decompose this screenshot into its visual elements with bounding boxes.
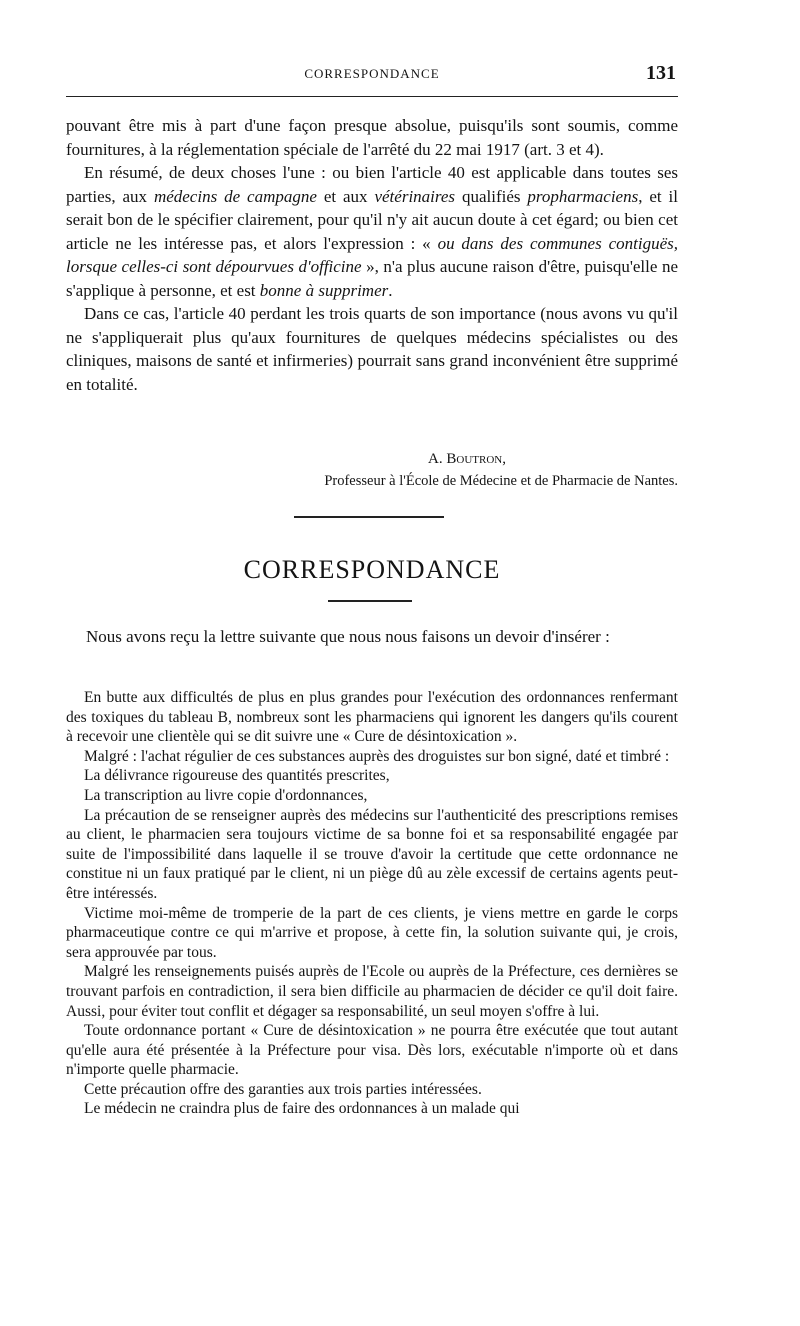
italic-run: ou dans des communes contiguës, lorsque celles-ci sont dépourvues d'officine: [66, 233, 678, 276]
running-title: CORRESPONDANCE: [304, 66, 440, 81]
letter-paragraph: En butte aux difficultés de plus en plus grandes pour l'exécution des ordonnances renfermant des toxiques du tableau B, nombreux sont les pharmaciens qui ignorent les dangers qu'ils courent à recevoir une clientèle qui se dit suivre une « Cure de désintoxication ».: [66, 689, 678, 746]
italic-run: vétérinaires: [374, 186, 456, 206]
section-separator-rule: [294, 516, 444, 518]
running-header: [66, 62, 678, 86]
text-run: qualifiés: [455, 186, 528, 206]
author-surname: Boutron: [446, 451, 503, 467]
article-paragraph: [66, 161, 678, 302]
intro-paragraph: Nous avons reçu la lettre suivante que nous nous faisons un devoir d'insérer :: [86, 627, 610, 646]
letter-paragraph: Victime moi-même de tromperie de la part de ces clients, je viens mettre en garde le corps pharmaceutique contre ce qui m'arrive et propose, à cette fin, la solution suivante qui, je crois, sera approuvée par tous.: [66, 904, 678, 961]
text-run: En résumé, de deux choses l'une : ou bien l'article 40 est applicable dans toutes ses parties, aux: [66, 163, 678, 206]
italic-run: propharmaciens: [527, 186, 639, 206]
letter-paragraph: Toute ordonnance portant « Cure de désintoxication » ne pourra être exécutée que tout autant qu'elle aura été présentée à la Préfecture pour visa. Dès lors, exécutable n'importe où et dans n'importe quelle pharmacie.: [66, 1022, 678, 1079]
text-run: pouvant être mis à part d'une façon presque absolue, puisqu'ils sont soumis, comme fournitures, à la réglementation spéciale de l'arrêté du 22 mai 1917 (art. 3 et 4).: [66, 116, 678, 159]
letter-body: [66, 688, 678, 1119]
text-run: , et il serait bon de le spécifier clairement, pour qu'il n'y ait aucun doute à cet égard; ou bien cet article ne les intéresse pas, et alors l'expression : «: [66, 186, 678, 253]
header-rule: [66, 96, 678, 97]
letter-paragraph: La transcription au livre copie d'ordonnances,: [84, 786, 368, 804]
letter-paragraph: Malgré les renseignements puisés auprès de l'Ecole ou auprès de la Préfecture, ces dernières se trouvant parfois en contradiction, il sera bien difficile au pharmacien de décider ce qu'il doit faire. Aussi, pour éviter tout conflit et dégager sa responsabilité, un seul moyen s'offre à lui.: [66, 963, 678, 1020]
author-affiliation: Professeur à l'École de Médecine et de Pharmacie de Nantes.: [324, 473, 678, 489]
section-intro: [66, 624, 678, 649]
author-initial: A.: [428, 451, 447, 467]
signature-block: [66, 448, 678, 492]
article-paragraph: [66, 302, 678, 396]
text-run: et aux: [316, 186, 375, 206]
italic-run: bonne à supprimer: [259, 280, 389, 300]
text-run: .: [388, 280, 393, 300]
letter-paragraph: Malgré : l'achat régulier de ces substances auprès des droguistes sur bon signé, daté et timbré :: [84, 747, 670, 765]
text-run: Dans ce cas, l'article 40 perdant les trois quarts de son importance (nous avons vu qu'il ne s'appliquerait plus qu'aux fournitures de quelques médecins spécialistes ou des cliniques, maisons de santé et infirmeries) pourrait sans grand inconvénient être supprimé en totalité.: [66, 304, 678, 394]
text-run: », n'a plus aucune raison d'être, puisqu'elle ne s'applique à personne, et est: [66, 257, 678, 300]
letter-paragraph: La délivrance rigoureuse des quantités prescrites,: [84, 767, 390, 785]
title-underline-rule: [328, 600, 412, 602]
page-number: 131: [646, 62, 676, 84]
italic-run: médecins de campagne: [153, 186, 317, 206]
letter-paragraph: La précaution de se renseigner auprès des médecins sur l'authenticité des prescriptions remises au client, le pharmacien sera toujours victime de sa bonne foi et sa responsabilité engagée par suite de l'impossibilité dans laquelle il se trouve d'avoir la certitude que cette ordonnance ne constitue ni un faux pratiqué par le client, ni un piège dû au zèle excessif de certains agents peut-être intéressés.: [66, 806, 678, 902]
author-name: [66, 448, 678, 470]
author-comma: ,: [502, 451, 506, 467]
letter-paragraph: Le médecin ne craindra plus de faire des ordonnances à un malade qui: [84, 1100, 520, 1118]
article-paragraph: [66, 114, 678, 161]
article-body: [66, 114, 678, 396]
section-title: CORRESPONDANCE: [243, 555, 501, 584]
letter-paragraph: Cette précaution offre des garanties aux trois parties intéressées.: [84, 1080, 482, 1098]
